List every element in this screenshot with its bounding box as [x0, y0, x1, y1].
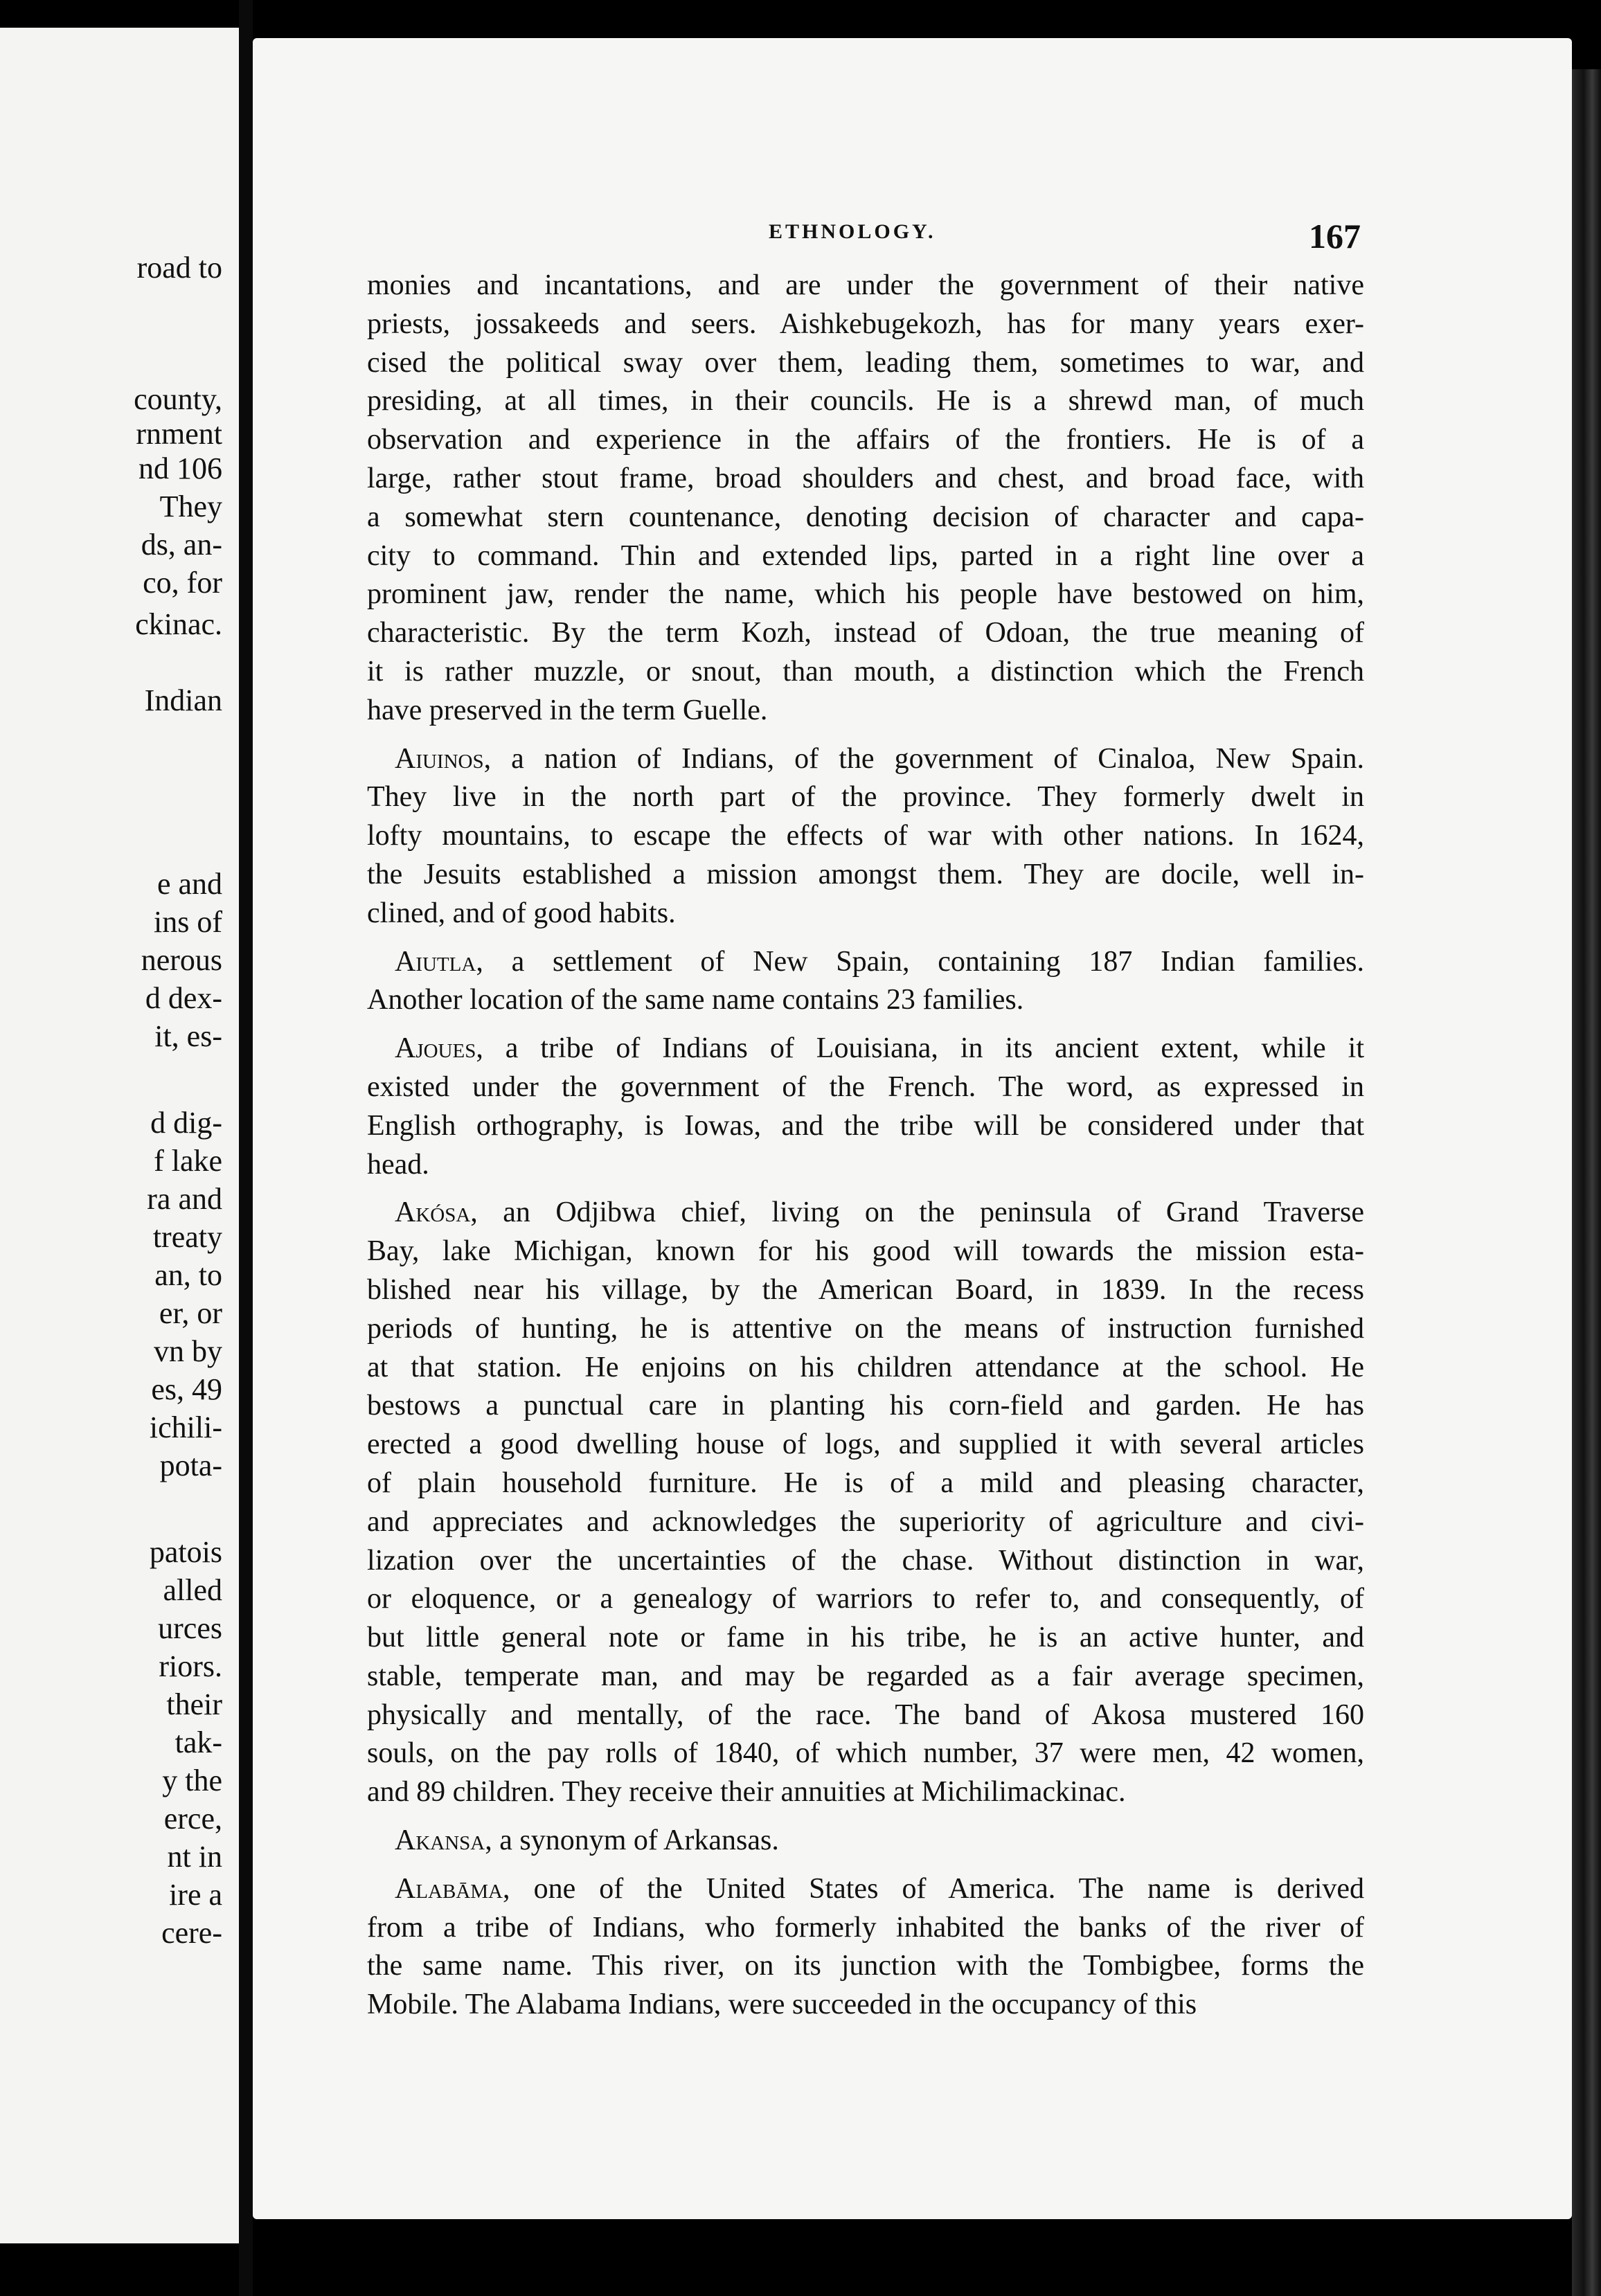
paragraph — [367, 1870, 1364, 2025]
previous-page-line: nt in — [167, 1840, 222, 1874]
previous-page-line: alled — [163, 1573, 222, 1607]
entry-heading: Akansa — [395, 1824, 485, 1857]
previous-page-line: tak- — [175, 1725, 222, 1759]
previous-page-line: an, to — [154, 1258, 222, 1292]
previous-page-line: d dig- — [150, 1106, 222, 1140]
entry-heading: Aiuinos — [395, 742, 484, 775]
text-line: existed under the government of the French. The word, as expressed in — [367, 1070, 1364, 1103]
paragraph — [367, 1822, 1364, 1860]
entry-text: , a synonym of Arkansas. — [485, 1824, 779, 1857]
text-line — [367, 1870, 1364, 1909]
entry-text: , a nation of Indians, of the government of Cinaloa, New Spain. — [483, 742, 1364, 775]
text-line: city to command. Thin and extended lips, parted in a right line over a — [367, 539, 1364, 572]
text-line: it is rather muzzle, or snout, than mouth, a distinction which the French — [367, 655, 1364, 688]
previous-page-line: f lake — [154, 1144, 222, 1178]
entry-text: , an Odjibwa chief, living on the peninsula of Grand Traverse — [470, 1196, 1364, 1229]
previous-page-line: ra and — [147, 1182, 222, 1216]
text-line: or eloquence, or a genealogy of warriors to refer to, and consequently, of — [367, 1583, 1364, 1615]
previous-page-line: urces — [158, 1611, 222, 1645]
previous-page-line: ds, an- — [141, 528, 222, 562]
entry-heading: Alabāma — [395, 1872, 503, 1905]
text-line — [367, 1822, 1364, 1860]
text-line: English orthography, is Iowas, and the tribe will be considered under that — [367, 1109, 1364, 1142]
text-line: Mobile. The Alabama Indians, were succeeded in the occupancy of this — [367, 1989, 1197, 2021]
text-line: a somewhat stern countenance, denoting decision of character and capa- — [367, 501, 1364, 533]
text-line — [367, 1030, 1364, 1068]
text-line: observation and experience in the affairs of the frontiers. He is of a — [367, 424, 1364, 456]
text-line: characteristic. By the term Kozh, instead of Odoan, the true meaning of — [367, 617, 1364, 649]
text-line: priests, jossakeeds and seers. Aishkebugekozh, has for many years exer- — [367, 307, 1364, 340]
text-line: monies and incantations, and are under the government of their native — [367, 269, 1364, 301]
text-line: cised the political sway over them, leading them, sometimes to war, and — [367, 346, 1364, 379]
previous-page-line: riors. — [159, 1649, 222, 1683]
entry-text: , a tribe of Indians of Louisiana, in its ancient extent, while it — [476, 1032, 1364, 1065]
previous-page-line: erce, — [163, 1802, 222, 1836]
text-line: of plain household furniture. He is of a mild and pleasing character, — [367, 1467, 1364, 1499]
previous-page-line: vn by — [154, 1334, 222, 1368]
previous-page-line: They — [159, 490, 222, 523]
paragraph — [367, 943, 1364, 1021]
page-edge-stack — [1572, 69, 1601, 2296]
text-line — [367, 943, 1364, 982]
previous-page-line: treaty — [152, 1220, 222, 1254]
previous-page-line: it, es- — [154, 1019, 222, 1053]
text-line: have preserved in the term Guelle. — [367, 694, 768, 726]
previous-page-line: pota- — [159, 1449, 222, 1482]
previous-page-line: es, 49 — [151, 1372, 222, 1406]
text-line: at that station. He enjoins on his children attendance at the school. He — [367, 1351, 1364, 1383]
previous-page-line: county, — [134, 382, 222, 416]
entry-text: , a settlement of New Spain, containing 187 Indian families. — [476, 945, 1364, 978]
previous-page-line: ichili- — [149, 1410, 222, 1444]
text-line: head. — [367, 1148, 429, 1181]
running-head: ETHNOLOGY. — [769, 220, 936, 243]
entry-text: , one of the United States of America. The name is derived — [503, 1872, 1364, 1905]
text-line: presiding, at all times, in their councils. He is a shrewd man, of much — [367, 385, 1364, 418]
entry-heading: Aiutla — [395, 945, 476, 978]
text-line: and appreciates and acknowledges the superiority of agriculture and civi- — [367, 1505, 1364, 1538]
entry-heading: Akósa — [395, 1196, 471, 1229]
text-line: the Jesuits established a mission amongst them. They are docile, well in- — [367, 858, 1364, 890]
previous-page-line: ire a — [169, 1878, 222, 1912]
previous-page-line: ckinac. — [135, 607, 222, 641]
previous-page-line: nd 106 — [138, 451, 222, 485]
body-text — [367, 267, 1364, 2034]
text-line: bestows a punctual care in planting his corn-field and garden. He has — [367, 1390, 1364, 1422]
text-line: and 89 children. They receive their annuities at Michilimackinac. — [367, 1776, 1126, 1809]
text-line: periods of hunting, he is attentive on the means of instruction furnished — [367, 1312, 1364, 1345]
text-line: They live in the north part of the province. They formerly dwelt in — [367, 781, 1364, 814]
previous-page-line: rnment — [136, 417, 222, 451]
page-number: 167 — [1309, 217, 1361, 255]
book-gutter — [239, 0, 253, 2296]
text-line: lofty mountains, to escape the effects of war with other nations. In 1624, — [367, 820, 1364, 852]
text-line: physically and mentally, of the race. The band of Akosa mustered 160 — [367, 1698, 1364, 1731]
text-line: clined, and of good habits. — [367, 897, 676, 929]
previous-page-line: ins of — [154, 905, 222, 939]
text-line: from a tribe of Indians, who formerly inhabited the banks of the river of — [367, 1911, 1364, 1944]
text-line: erected a good dwelling house of logs, and supplied it with several articles — [367, 1428, 1364, 1461]
paragraph — [367, 740, 1364, 933]
text-line: stable, temperate man, and may be regarded as a fair average specimen, — [367, 1660, 1364, 1692]
text-line: the same name. This river, on its junction with the Tombigbee, forms the — [367, 1950, 1364, 1982]
previous-page-line: cere- — [161, 1916, 222, 1950]
text-line: Another location of the same name contains 23 families. — [367, 984, 1024, 1016]
previous-page-line: co, for — [143, 566, 222, 600]
previous-page-line: their — [166, 1687, 222, 1721]
text-line: lization over the uncertainties of the chase. Without distinction in war, — [367, 1544, 1364, 1577]
text-line — [367, 740, 1364, 779]
previous-page-line: er, or — [159, 1296, 222, 1330]
text-line: blished near his village, by the American Board, in 1839. In the recess — [367, 1273, 1364, 1306]
text-line — [367, 1194, 1364, 1232]
paragraph — [367, 1030, 1364, 1184]
paragraph — [367, 267, 1364, 730]
text-line: large, rather stout frame, broad shoulders and chest, and broad face, with — [367, 462, 1364, 494]
previous-page-line: patois — [149, 1535, 222, 1569]
previous-page-fragment — [0, 28, 242, 2243]
previous-page-line: y the — [162, 1764, 222, 1797]
previous-page-line: nerous — [141, 943, 222, 977]
previous-page-line: d dex- — [145, 981, 222, 1015]
text-line: but little general note or fame in his tribe, he is an active hunter, and — [367, 1622, 1364, 1654]
text-line: Bay, lake Michigan, known for his good will towards the mission esta- — [367, 1235, 1364, 1268]
paragraph — [367, 1194, 1364, 1812]
previous-page-line: road to — [136, 251, 222, 285]
previous-page-line: Indian — [144, 683, 222, 717]
previous-page-line: e and — [156, 867, 222, 901]
entry-heading: Ajoues — [395, 1032, 476, 1065]
text-line: souls, on the pay rolls of 1840, of which number, 37 were men, 42 women, — [367, 1737, 1364, 1770]
text-line: prominent jaw, render the name, which his people have bestowed on him, — [367, 578, 1364, 611]
